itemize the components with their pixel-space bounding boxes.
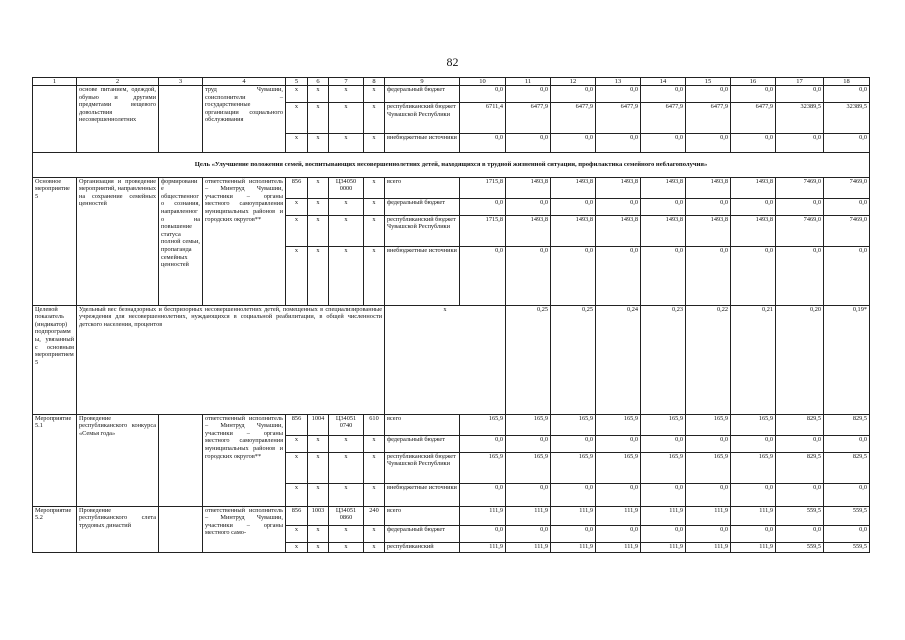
value-cell: 0,0: [551, 198, 596, 215]
column-number: 1: [33, 78, 77, 86]
value-cell: 0,0: [506, 525, 551, 542]
gr-code-cell: x: [286, 525, 308, 542]
value-cell: 0,0: [731, 525, 776, 542]
column-number: 13: [596, 78, 641, 86]
value-cell: 0,0: [596, 435, 641, 452]
gr-code-cell: 856: [286, 506, 308, 525]
column-number: 16: [731, 78, 776, 86]
status-cell: [33, 86, 77, 153]
value-cell: 111,9: [551, 542, 596, 552]
cs-code-cell: x: [329, 86, 364, 103]
value-cell: 0,0: [551, 483, 596, 506]
funding-source-cell: федеральный бюджет: [385, 435, 460, 452]
funding-source-cell: федеральный бюджет: [385, 86, 460, 103]
value-cell: 6477,9: [551, 103, 596, 134]
target-value-cell: 0,20: [776, 305, 824, 414]
value-cell: 32389,5: [776, 103, 824, 134]
value-cell: 0,0: [460, 435, 506, 452]
rz-pr-cell: x: [308, 103, 329, 134]
value-cell: 0,0: [731, 435, 776, 452]
cs-code-cell: x: [329, 483, 364, 506]
goal-row: [33, 153, 870, 178]
value-cell: 829,5: [776, 452, 824, 483]
gr-code-cell: 856: [286, 177, 308, 198]
value-cell: 1493,8: [596, 215, 641, 246]
gr-code-cell: x: [286, 215, 308, 246]
rz-pr-cell: x: [308, 542, 329, 552]
value-cell: 0,0: [596, 134, 641, 153]
value-cell: 165,9: [506, 414, 551, 435]
value-cell: 0,0: [506, 86, 551, 103]
value-cell: 6711,4: [460, 103, 506, 134]
rz-pr-cell: x: [308, 452, 329, 483]
target-indicator-row: [33, 305, 870, 414]
value-cell: 7469,0: [776, 177, 824, 198]
value-cell: 0,0: [776, 198, 824, 215]
table-row: [33, 86, 870, 103]
vr-code-cell: x: [364, 525, 385, 542]
value-cell: 111,9: [641, 506, 686, 525]
value-cell: 0,0: [776, 483, 824, 506]
value-cell: 0,0: [686, 246, 731, 305]
value-cell: 111,9: [641, 542, 686, 552]
value-cell: 0,0: [506, 483, 551, 506]
value-cell: 0,0: [460, 86, 506, 103]
value-cell: 165,9: [686, 414, 731, 435]
value-cell: 7469,0: [824, 215, 870, 246]
value-cell: 0,0: [596, 525, 641, 542]
value-cell: 0,0: [686, 86, 731, 103]
value-cell: 0,0: [460, 525, 506, 542]
value-cell: 1493,8: [686, 177, 731, 198]
value-cell: 0,0: [460, 134, 506, 153]
cs-code-cell: x: [329, 134, 364, 153]
value-cell: 0,0: [596, 483, 641, 506]
status-cell: Основное мероприятие 5: [33, 177, 77, 305]
value-cell: 6477,9: [731, 103, 776, 134]
indicator-cell: [159, 86, 203, 153]
value-cell: 165,9: [596, 452, 641, 483]
page-number: 82: [446, 55, 459, 69]
cs-code-cell: x: [329, 435, 364, 452]
target-value-cell: 0,22: [686, 305, 731, 414]
column-number: 4: [203, 78, 286, 86]
value-cell: 1493,8: [731, 215, 776, 246]
funding-source-cell: внебюджетные источники: [385, 134, 460, 153]
column-number: 12: [551, 78, 596, 86]
funding-source-cell: республиканский: [385, 542, 460, 552]
target-value-cell: 0,23: [641, 305, 686, 414]
column-number: 10: [460, 78, 506, 86]
value-cell: 165,9: [506, 452, 551, 483]
cs-code-cell: x: [329, 215, 364, 246]
cs-code-cell: Ц34051 0740: [329, 414, 364, 435]
vr-code-cell: x: [364, 483, 385, 506]
value-cell: 0,0: [731, 86, 776, 103]
gr-code-cell: x: [286, 198, 308, 215]
gr-code-cell: x: [286, 134, 308, 153]
value-cell: 6477,9: [506, 103, 551, 134]
value-cell: 0,0: [460, 483, 506, 506]
value-cell: 165,9: [641, 452, 686, 483]
rz-pr-cell: x: [308, 86, 329, 103]
vr-code-cell: x: [364, 215, 385, 246]
value-cell: 0,0: [460, 198, 506, 215]
vr-code-cell: x: [364, 177, 385, 198]
column-number: 14: [641, 78, 686, 86]
vr-code-cell: x: [364, 452, 385, 483]
rz-pr-cell: x: [308, 134, 329, 153]
target-value-cell: 0,25: [506, 305, 551, 414]
target-value-cell: 0,24: [596, 305, 641, 414]
target-value-cell: 0,21: [731, 305, 776, 414]
value-cell: 0,0: [551, 86, 596, 103]
value-cell: 111,9: [731, 506, 776, 525]
column-number: 2: [77, 78, 159, 86]
vr-code-cell: 240: [364, 506, 385, 525]
cs-code-cell: x: [329, 542, 364, 552]
value-cell: 1493,8: [596, 177, 641, 198]
value-cell: 0,0: [506, 134, 551, 153]
value-cell: 32389,5: [824, 103, 870, 134]
value-cell: 0,0: [731, 134, 776, 153]
value-cell: 0,0: [686, 435, 731, 452]
funding-source-cell: федеральный бюджет: [385, 198, 460, 215]
value-cell: 0,0: [506, 246, 551, 305]
rz-pr-cell: x: [308, 483, 329, 506]
funding-source-cell: всего: [385, 414, 460, 435]
value-cell: 0,0: [596, 246, 641, 305]
funding-source-cell: внебюджетные источники: [385, 483, 460, 506]
rz-pr-cell: x: [308, 215, 329, 246]
value-cell: 1493,8: [551, 215, 596, 246]
gr-code-cell: x: [286, 542, 308, 552]
value-cell: 0,0: [551, 134, 596, 153]
value-cell: 111,9: [506, 506, 551, 525]
value-cell: 559,5: [776, 506, 824, 525]
table-row: [33, 414, 870, 435]
value-cell: 0,0: [776, 86, 824, 103]
gr-code-cell: x: [286, 86, 308, 103]
funding-source-cell: всего: [385, 177, 460, 198]
cs-code-cell: x: [329, 525, 364, 542]
value-cell: 1493,8: [641, 215, 686, 246]
value-cell: 111,9: [460, 506, 506, 525]
value-cell: 0,0: [731, 246, 776, 305]
vr-code-cell: x: [364, 246, 385, 305]
value-cell: 165,9: [460, 452, 506, 483]
column-number: 6: [308, 78, 329, 86]
value-cell: 0,0: [776, 525, 824, 542]
gr-code-cell: x: [286, 435, 308, 452]
goal-title: Цель «Улучшение положения семей, воспитывающих несовершеннолетних детей, находящихся в трудной жизненной ситуации, профилактика семейного неблагополучия»: [33, 153, 870, 178]
value-cell: 0,0: [824, 86, 870, 103]
rz-pr-cell: x: [308, 525, 329, 542]
value-cell: 6477,9: [686, 103, 731, 134]
table-row: [33, 506, 870, 525]
executor-cell: ответственный исполнитель – Минтруд Чувашии, участники – органы местного самоуправления муниципальных районов и городских округов**: [203, 414, 286, 506]
value-cell: 829,5: [824, 414, 870, 435]
value-cell: 559,5: [824, 506, 870, 525]
value-cell: 1493,8: [551, 177, 596, 198]
vr-code-cell: 610: [364, 414, 385, 435]
value-cell: 0,0: [824, 246, 870, 305]
value-cell: 111,9: [731, 542, 776, 552]
executor-cell: ответственный исполнитель – Минтруд Чувашии, участники – органы местного само-: [203, 506, 286, 552]
value-cell: 1493,8: [506, 177, 551, 198]
value-cell: 165,9: [551, 452, 596, 483]
value-cell: 1493,8: [731, 177, 776, 198]
value-cell: 111,9: [460, 542, 506, 552]
value-cell: 165,9: [731, 414, 776, 435]
value-cell: 0,0: [824, 198, 870, 215]
indicator-cell: [159, 506, 203, 552]
value-cell: 0,0: [641, 86, 686, 103]
value-cell: 6477,9: [596, 103, 641, 134]
gr-code-cell: x: [286, 483, 308, 506]
value-cell: 111,9: [686, 542, 731, 552]
cs-code-cell: Ц34050 0000: [329, 177, 364, 198]
target-value-cell: 0,25: [551, 305, 596, 414]
column-number: 17: [776, 78, 824, 86]
value-cell: 111,9: [506, 542, 551, 552]
column-number: 5: [286, 78, 308, 86]
value-cell: 0,0: [551, 435, 596, 452]
gr-code-cell: 856: [286, 414, 308, 435]
target-status-cell: Целевой показатель (индикатор) подпрограммы, увязанный с основным мероприятием 5: [33, 305, 77, 414]
value-cell: 0,0: [731, 198, 776, 215]
value-cell: 0,0: [506, 198, 551, 215]
status-cell: Мероприятие 5.2: [33, 506, 77, 552]
value-cell: 0,0: [641, 483, 686, 506]
funding-source-cell: республиканский бюджет Чувашской Республики: [385, 215, 460, 246]
value-cell: 1493,8: [506, 215, 551, 246]
table-row: [33, 177, 870, 198]
column-number: 18: [824, 78, 870, 86]
indicator-cell: [159, 414, 203, 506]
cs-code-cell: x: [329, 452, 364, 483]
gr-code-cell: x: [286, 452, 308, 483]
cs-code-cell: Ц34051 0860: [329, 506, 364, 525]
value-cell: 111,9: [551, 506, 596, 525]
executor-cell: труд Чувашии, соисполнители – государственные организации социального обслуживания: [203, 86, 286, 153]
value-cell: 0,0: [776, 435, 824, 452]
measure-name-cell: Организация и проведение мероприятий, направленных на сохранение семейных ценностей: [77, 177, 159, 305]
value-cell: 165,9: [551, 414, 596, 435]
cs-code-cell: x: [329, 246, 364, 305]
column-number-row: [33, 78, 870, 86]
vr-code-cell: x: [364, 198, 385, 215]
rz-pr-cell: x: [308, 198, 329, 215]
value-cell: 7469,0: [776, 215, 824, 246]
value-cell: 559,5: [824, 542, 870, 552]
cs-code-cell: x: [329, 103, 364, 134]
value-cell: 0,0: [641, 198, 686, 215]
program-table: [32, 77, 870, 553]
rz-pr-cell: x: [308, 246, 329, 305]
value-cell: 0,0: [641, 525, 686, 542]
executor-cell: ответственный исполнитель – Минтруд Чувашии, участники – органы местного самоуправления муниципальных районов и городских округов**: [203, 177, 286, 305]
vr-code-cell: x: [364, 542, 385, 552]
value-cell: 0,0: [776, 246, 824, 305]
value-cell: 0,0: [551, 525, 596, 542]
value-cell: 165,9: [686, 452, 731, 483]
value-cell: 7469,0: [824, 177, 870, 198]
funding-source-cell: республиканский бюджет Чувашской Республики: [385, 452, 460, 483]
vr-code-cell: x: [364, 134, 385, 153]
value-cell: 165,9: [460, 414, 506, 435]
vr-code-cell: x: [364, 103, 385, 134]
value-cell: 0,0: [551, 246, 596, 305]
value-cell: 829,5: [776, 414, 824, 435]
rz-pr-cell: x: [308, 435, 329, 452]
value-cell: 0,0: [686, 525, 731, 542]
value-cell: 0,0: [824, 134, 870, 153]
value-cell: 0,0: [686, 134, 731, 153]
value-cell: 0,0: [731, 483, 776, 506]
target-text-cell: Удельный вес безнадзорных и беспризорных несовершеннолетних детей, помещенных в специализированные учреждения для несовершеннолетних, нуждающихся в социальной реабилитации, в общей численности детского населения, процентов: [77, 305, 385, 414]
measure-name-cell: Проведение республиканского слета трудовых династий: [77, 506, 159, 552]
value-cell: 0,0: [824, 435, 870, 452]
value-cell: 1493,8: [686, 215, 731, 246]
indicator-cell: формирование общественного сознания, направленного на повышение статуса полной семьи, пропаганда семейных ценностей: [159, 177, 203, 305]
value-cell: 6477,9: [641, 103, 686, 134]
value-cell: 0,0: [596, 198, 641, 215]
measure-name-cell: Проведение республиканского конкурса «Семья года»: [77, 414, 159, 506]
value-cell: 0,0: [460, 246, 506, 305]
value-cell: 1493,8: [641, 177, 686, 198]
cs-code-cell: x: [329, 198, 364, 215]
value-cell: 0,0: [686, 198, 731, 215]
value-cell: 165,9: [641, 414, 686, 435]
value-cell: 0,0: [686, 483, 731, 506]
value-cell: 829,5: [824, 452, 870, 483]
funding-source-cell: внебюджетные источники: [385, 246, 460, 305]
funding-source-cell: федеральный бюджет: [385, 525, 460, 542]
value-cell: 0,0: [641, 246, 686, 305]
rz-pr-cell: 1003: [308, 506, 329, 525]
value-cell: 165,9: [596, 414, 641, 435]
value-cell: 111,9: [686, 506, 731, 525]
gr-code-cell: x: [286, 103, 308, 134]
value-cell: 111,9: [596, 542, 641, 552]
funding-source-cell: всего: [385, 506, 460, 525]
column-number: 9: [385, 78, 460, 86]
column-number: 15: [686, 78, 731, 86]
column-number: 7: [329, 78, 364, 86]
value-cell: 0,0: [824, 483, 870, 506]
target-x-cell: x: [385, 305, 506, 414]
value-cell: 1715,8: [460, 177, 506, 198]
column-number: 8: [364, 78, 385, 86]
value-cell: 559,5: [776, 542, 824, 552]
value-cell: 0,0: [506, 435, 551, 452]
vr-code-cell: x: [364, 86, 385, 103]
value-cell: 0,0: [776, 134, 824, 153]
value-cell: 111,9: [596, 506, 641, 525]
value-cell: 0,0: [641, 435, 686, 452]
funding-source-cell: республиканский бюджет Чувашской Республики: [385, 103, 460, 134]
column-number: 3: [159, 78, 203, 86]
table-body: [33, 78, 870, 553]
rz-pr-cell: 1004: [308, 414, 329, 435]
value-cell: 0,0: [596, 86, 641, 103]
status-cell: Мероприятие 5.1: [33, 414, 77, 506]
value-cell: 1715,8: [460, 215, 506, 246]
value-cell: 0,0: [824, 525, 870, 542]
target-value-cell: 0,19*: [824, 305, 870, 414]
measure-name-cell: основе питанием, одеждой, обувью и другими предметами вещевого довольствия несовершеннолетних: [77, 86, 159, 153]
gr-code-cell: x: [286, 246, 308, 305]
vr-code-cell: x: [364, 435, 385, 452]
column-number: 11: [506, 78, 551, 86]
value-cell: 0,0: [641, 134, 686, 153]
rz-pr-cell: x: [308, 177, 329, 198]
value-cell: 165,9: [731, 452, 776, 483]
